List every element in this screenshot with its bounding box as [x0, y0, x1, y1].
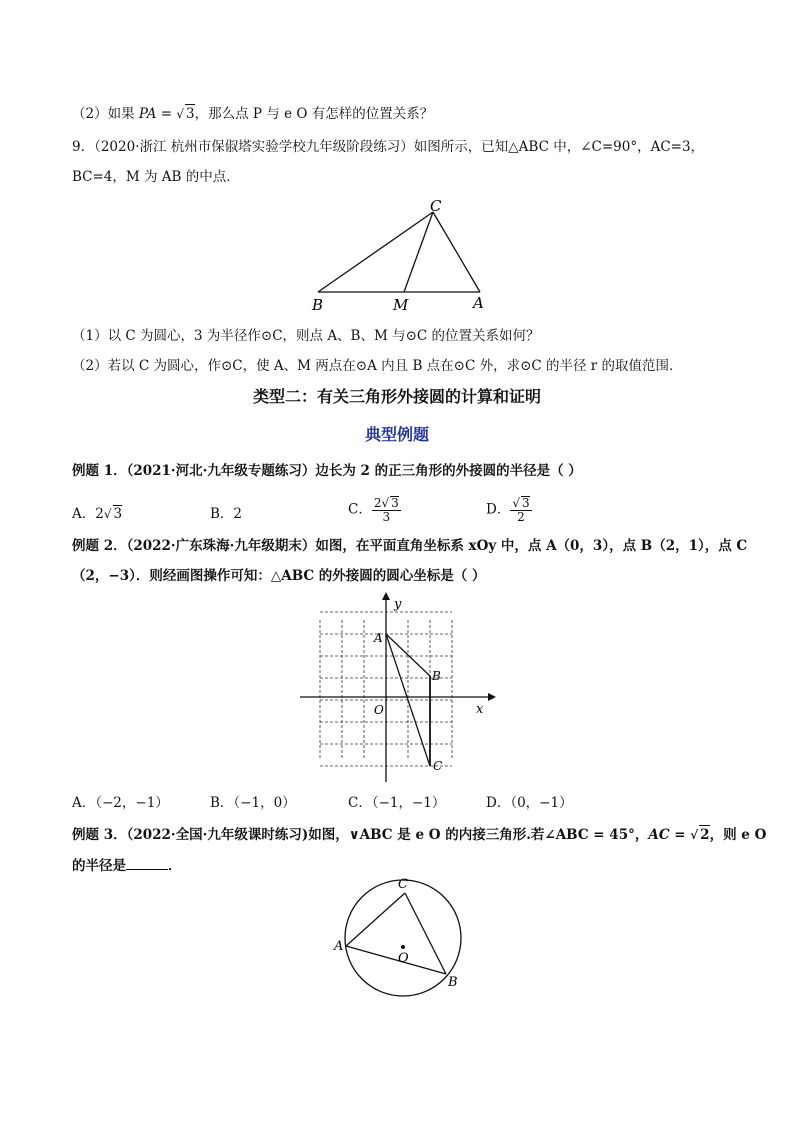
x-axis-arrow [488, 693, 496, 701]
example3-line1: 例题 3．（2022·全国·九年级课时练习)如图，∨ABC 是 e O 的内接三角形.若∠ABC = 45°，AC = √ 2，则 e O [72, 827, 767, 843]
segment-ab [346, 946, 446, 974]
option-c: C．（−1，−1） [348, 795, 446, 811]
label-c: C [430, 197, 442, 215]
examples-title: 典型例题 [364, 425, 429, 444]
center-point [401, 945, 405, 949]
label-x: x [476, 702, 484, 717]
option-d: D． $\frac{√ 3}{2}$ [486, 496, 530, 524]
label-a: A [334, 939, 344, 954]
segment-ac [346, 893, 405, 946]
segment-bc [318, 212, 433, 292]
example2-coordinate-figure [298, 590, 498, 785]
label-a: A [473, 294, 484, 312]
label-m: M [393, 296, 409, 314]
example1-stem: 例题 1．（2021·河北·九年级专题练习）边长为 2 的正三角形的外接圆的半径是（ ） [72, 463, 582, 479]
label-o: O [374, 703, 384, 717]
label-b: B [312, 296, 324, 314]
q9-triangle-figure [300, 196, 500, 318]
label-a: A [374, 631, 383, 645]
segment-cm [404, 212, 433, 292]
example3-line2: 的半径是 ． [72, 858, 182, 874]
label-o: O [398, 951, 409, 966]
example2-line2: （2，−3）．则经画图操作可知：△ABC 的外接圆的圆心坐标是（ ） [72, 568, 486, 584]
option-b: B．（−1，0） [210, 795, 296, 811]
q8-part2: （2）如果 PA = √ 3，那么点 P 与 e O 有怎样的位置关系？ [72, 106, 434, 122]
option-c: C． $\frac{2√ 3}{3}$ [348, 496, 399, 524]
answer-blank[interactable] [126, 869, 168, 870]
section-title: 类型二：有关三角形外接圆的计算和证明 [252, 387, 541, 406]
label-c: C [398, 877, 408, 892]
option-a: A．（−2，−1） [72, 795, 169, 811]
example2-line1: 例题 2．（2022·广东珠海·九年级期末）如图，在平面直角坐标系 xOy 中，点 A（0，3），点 B（2，1），点 C [72, 538, 748, 554]
label-y: y [394, 597, 402, 612]
q9-line1: 9．（2020·浙江 杭州市保俶塔实验学校九年级阶段练习）如图所示，已知△ABC 中，∠C=90°，AC=3， [72, 139, 705, 155]
segment-cb [405, 893, 446, 974]
q9-part1: （1）以 C 为圆心，3 为半径作⊙C，则点 A、B、M 与⊙C 的位置关系如何？ [72, 328, 540, 344]
q9-line2: BC=4，M 为 AB 的中点． [72, 169, 240, 185]
segment-ca [433, 212, 480, 292]
q9-part2: （2）若以 C 为圆心，作⊙C，使 A、M 两点在⊙A 内且 B 点在⊙C 外，求⊙C 的半径 r 的取值范围． [72, 358, 683, 374]
y-axis-arrow [382, 592, 390, 600]
example3-circle-figure [330, 874, 470, 1004]
label-b: B [448, 975, 458, 990]
option-a: A．2√ 3 [72, 506, 123, 522]
label-b: B [432, 669, 441, 683]
label-c: C [433, 759, 443, 773]
option-b: B．2 [210, 506, 243, 522]
circle-o [345, 880, 461, 996]
option-d: D．（0，−1） [486, 795, 573, 811]
